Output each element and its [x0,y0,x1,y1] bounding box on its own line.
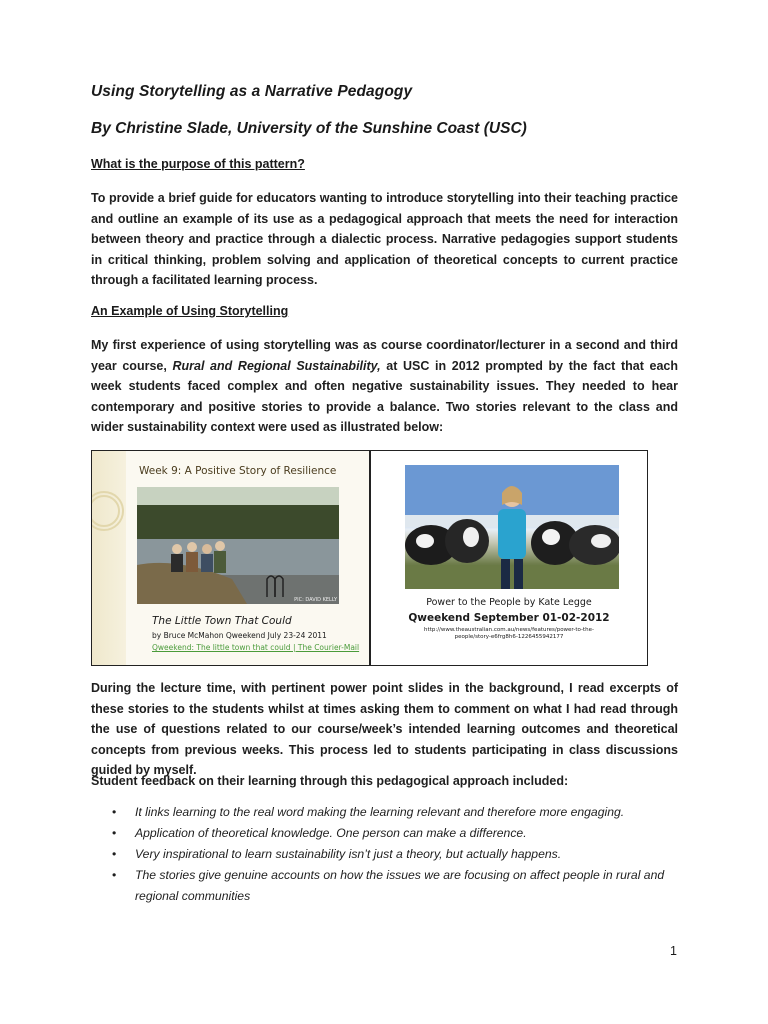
story-link[interactable]: Qweekend: The little town that could | The Courier-Mail [152,643,360,652]
photo-farmer-cows [405,465,619,589]
story-byline: by Bruce McMahon Qweekend July 23-24 2011 [152,631,327,640]
photo-credit: PIC: DAVID KELLY [294,597,337,603]
list-item: • Very inspirational to learn sustainability isn’t just a theory, but actually happens. [91,844,691,865]
feedback-list [91,802,691,907]
example-text-after: at USC in 2012 prompted by the fact that each week students faced complex and often negative sustainability issues. They needed to hear contemporary and positive stories to provide a balance. Two stories relevant to the class and wider sustainability context were used as illustrated below: [91,358,679,434]
paragraph-example [91,335,678,438]
feedback-intro: Student feedback on their learning through this pedagogical approach included: [91,774,569,788]
story-title: Power to the People by Kate Legge [426,597,592,608]
farm-scene-image [405,465,619,589]
slide-heading: Week 9: A Positive Story of Resilience [139,465,337,477]
photo-river-town [137,487,339,604]
paragraph-lecture-process: During the lecture time, with pertinent power point slides in the background, I read excerpts of these stories to the students whilst at times asking them to comment on what I had read through the use of questions related to our course/week’s intended learning outcomes and theoretical concepts from previous weeks. This process led to students participating in class discussions guided by myself. [91,681,678,777]
story-source: Qweekend September 01-02-2012 [408,612,610,624]
course-name: Rural and Regional Sustainability, [172,358,381,373]
river-scene-image [137,487,339,604]
slide-resilience-story [91,450,370,666]
example-text-before: My first experience of using storytelling was as course coordinator/lecturer in a second and third year course, [91,338,678,373]
paragraph-purpose: To provide a brief guide for educators wanting to introduce storytelling into their teaching practice and outline an example of its use as a pedagogical approach that meets the need for interaction between theory and practice through a dialectic process. Narrative pedagogies support students in critical thinking, problem solving and application of theoretical concepts to current practice through a facilitated learning process. [91,191,678,287]
slide-decoration [92,451,126,665]
story-url-line-2[interactable]: people/story-e6frg8h6-1226455942177 [454,634,564,640]
author-line: By Christine Slade, University of the Sunshine Coast (USC) [91,120,527,137]
section-heading-example: An Example of Using Storytelling [91,304,289,318]
list-item: • The stories give genuine accounts on how the issues we are focusing on affect people in rural and regional communities [91,865,691,907]
story-title: The Little Town That Could [152,615,292,627]
page-number: 1 [670,944,677,958]
list-item: • It links learning to the real word making the learning relevant and therefore more engaging. [91,802,691,823]
story-url-line-1[interactable]: http://www.theaustralian.com.au/news/features/power-to-the- [424,627,594,633]
document-title: Using Storytelling as a Narrative Pedagogy [91,83,413,100]
slide-power-story [370,450,648,666]
list-item: • Application of theoretical knowledge. One person can make a difference. [91,823,691,844]
section-heading-purpose: What is the purpose of this pattern? [91,157,305,171]
